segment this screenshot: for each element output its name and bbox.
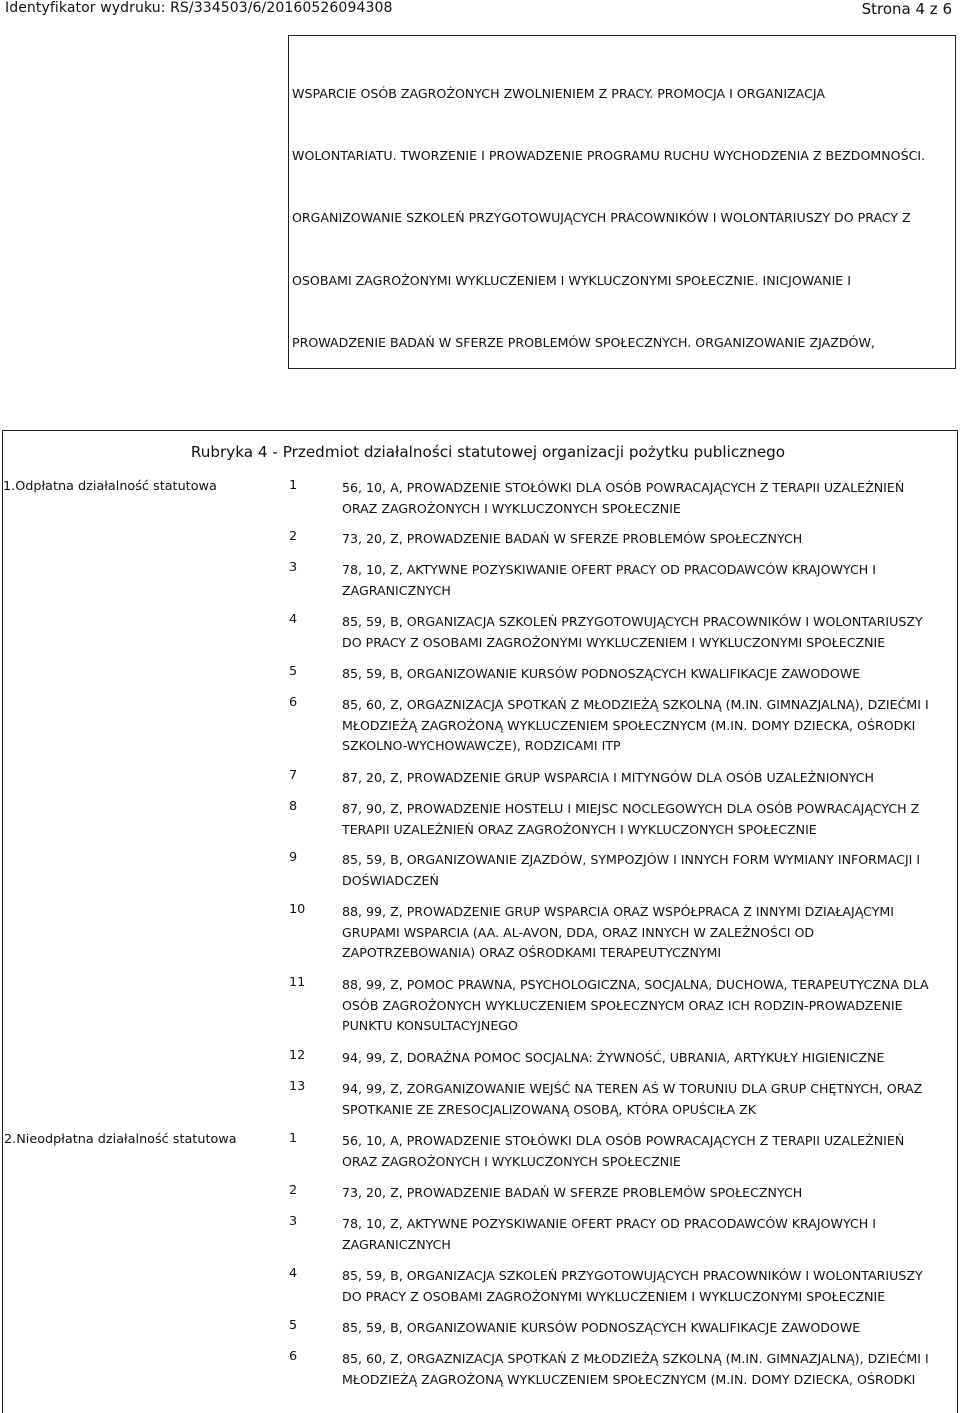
- text-line: PROWADZENIE BADAŃ W SFERZE PROBLEMÓW SPOŁECZNYCH. ORGANIZOWANIE ZJAZDÓW,: [292, 335, 875, 351]
- item-text: 85, 60, Z, ORGAZNIZACJA SPOTKAŃ Z MŁODZIEŻĄ SZKOLNĄ (M.IN. GIMNAZJALNĄ), DZIEĆMI I MŁODZIEŻĄ ZAGROŻONĄ WYKLUCZENIEM SPOŁECZNYCM (M.IN. DOMY DZIECKA, OŚRODKI SZKOLNO-WYCHOWAWCZE), RODZICAMI ITP: [342, 697, 929, 753]
- item-number: 4: [289, 1266, 298, 1281]
- section-title: Rubryka 4 - Przedmiot działalności statutowej organizacji pożytku publicznego: [190, 443, 786, 461]
- item-number: 6: [289, 695, 298, 710]
- item-text: 88, 99, Z, POMOC PRAWNA, PSYCHOLOGICZNA, SOCJALNA, DUCHOWA, TERAPEUTYCZNA DLA OSÓB ZAGROŻONYCH WYKLUCZENIEM SPOŁECZNYCM ORAZ ICH RODZIN-PROWADZENIE PUNKTU KONSULTACYJNEGO: [342, 977, 929, 1033]
- item-text: 85, 59, B, ORGANIZACJA SZKOLEŃ PRZYGOTOWUJĄCYCH PRACOWNIKÓW I WOLONTARIUSZY DO PRACY Z OSOBAMI ZAGROŻONYMI WYKLUCZENIEM I WYKLUCZONYMI SPOŁECZNIE: [342, 614, 923, 650]
- item-text: 73, 20, Z, PROWADZENIE BADAŃ W SFERZE PROBLEMÓW SPOŁECZNYCH: [342, 531, 803, 546]
- group-label-unpaid: [2, 1132, 237, 1413]
- text-line: WSPARCIE OSÓB ZAGROŻONYCH ZWOLNIENIEM Z PRACY. PROMOCJA I ORGANIZACJA: [292, 85, 825, 101]
- item-number: 8: [289, 799, 298, 814]
- item-number: 5: [289, 1318, 298, 1333]
- text-line: ORGANIZOWANIE SZKOLEŃ PRZYGOTOWUJĄCYCH PRACOWNIKÓW I WOLONTARIUSZY DO PRACY Z: [292, 210, 911, 226]
- item-text: 78, 10, Z, AKTYWNE POZYSKIWANIE OFERT PRACY OD PRACODAWCÓW KRAJOWYCH I ZAGRANICZNYCH: [342, 1216, 876, 1252]
- item-number: 3: [289, 1214, 298, 1229]
- print-identifier: Identyfikator wydruku: RS/334503/6/20160526094308: [5, 0, 393, 16]
- item-number: 5: [289, 664, 298, 679]
- item-number: 12: [289, 1048, 306, 1063]
- item-number: 4: [289, 612, 298, 627]
- item-number: 7: [289, 768, 298, 783]
- item-number: 6: [289, 1349, 298, 1364]
- statutory-goals-box: [288, 35, 956, 369]
- text-line: OSOBAMI ZAGROŻONYMI WYKLUCZENIEM I WYKLUCZONYMI SPOŁECZNIE. INICJOWANIE I: [292, 272, 851, 288]
- item-text: 85, 60, Z, ORGAZNIZACJA SPOTKAŃ Z MŁODZIEŻĄ SZKOLNĄ (M.IN. GIMNAZJALNĄ), DZIEĆMI I MŁODZIEŻĄ ZAGROŻONĄ WYKLUCZENIEM SPOŁECZNYCM (M.IN. DOMY DZIECKA, OŚRODKI: [342, 1351, 929, 1387]
- section-rubryka-4: [2, 430, 958, 1413]
- item-number: 13: [289, 1079, 306, 1094]
- item-text: 85, 59, B, ORGANIZACJA SZKOLEŃ PRZYGOTOWUJĄCYCH PRACOWNIKÓW I WOLONTARIUSZY DO PRACY Z OSOBAMI ZAGROŻONYMI WYKLUCZENIEM I WYKLUCZONYMI SPOŁECZNIE: [342, 1268, 923, 1304]
- page-number: Strona 4 z 6: [861, 0, 952, 18]
- item-text: 85, 59, B, ORGANIZOWANIE KURSÓW PODNOSZĄCYCH KWALIFIKACJE ZAWODOWE: [342, 666, 861, 681]
- item-text: 87, 90, Z, PROWADZENIE HOSTELU I MIEJSC NOCLEGOWYCH DLA OSÓB POWRACAJĄCYCH Z TERAPII UZALEŻNIEŃ ORAZ ZAGROŻONYCH I WYKLUCZONYCH SPOŁECZNIE: [342, 801, 920, 837]
- item-number: 1: [289, 1131, 298, 1146]
- item-number: 3: [289, 560, 298, 575]
- item-text: 73, 20, Z, PROWADZENIE BADAŃ W SFERZE PROBLEMÓW SPOŁECZNYCH: [342, 1185, 803, 1200]
- item-number: 11: [289, 975, 306, 990]
- item-number: 2: [289, 1183, 298, 1198]
- item-text: 94, 99, Z, ZORGANIZOWANIE WEJŚĆ NA TEREN AŚ W TORUNIU DLA GRUP CHĘTNYCH, ORAZ SPOTKANIE ZE ZRESOCJALIZOWANĄ OSOBĄ, KTÓRA OPUŚCIŁA ZK: [342, 1081, 923, 1117]
- item-text: 87, 20, Z, PROWADZENIE GRUP WSPARCIA I MITYNGÓW DLA OSÓB UZALEŻNIONYCH: [342, 770, 875, 785]
- item-text: 56, 10, A, PROWADZENIE STOŁÓWKI DLA OSÓB POWRACAJĄCYCH Z TERAPII UZALEŻNIEŃ ORAZ ZAGROŻONYCH I WYKLUCZONYCH SPOŁECZNIE: [342, 480, 905, 516]
- item-text: 88, 99, Z, PROWADZENIE GRUP WSPARCIA ORAZ WSPÓŁPRACA Z INNYMI DZIAŁAJĄCYMI GRUPAMI WSPARCIA (AA. AL-AVON, DDA, ORAZ INNYCH W ZALEŻNOŚCI OD ZAPOTRZEBOWANIA) ORAZ OŚRODKAMI TERAPEUTYCZNYMI: [342, 904, 894, 960]
- group-label-paid: 1.Odpłatna działalność statutowa: [3, 479, 217, 494]
- item-text: 85, 59, B, ORGANIZOWANIE ZJAZDÓW, SYMPOZJÓW I INNYCH FORM WYMIANY INFORMACJI I DOŚWIADCZEŃ: [342, 852, 921, 888]
- item-text: 94, 99, Z, DORAŹNA POMOC SOCJALNA: ŻYWNOŚĆ, UBRANIA, ARTYKUŁY HIGIENICZNE: [342, 1050, 885, 1065]
- item-text: 78, 10, Z, AKTYWNE POZYSKIWANIE OFERT PRACY OD PRACODAWCÓW KRAJOWYCH I ZAGRANICZNYCH: [342, 562, 876, 598]
- group-label-text: 2.Nieodpłatna działalność statutowa: [4, 1132, 237, 1147]
- item-number: 2: [289, 529, 298, 544]
- item-number: 1: [289, 478, 298, 493]
- item-text: 85, 59, B, ORGANIZOWANIE KURSÓW PODNOSZĄCYCH KWALIFIKACJE ZAWODOWE: [342, 1320, 861, 1335]
- item-text: 56, 10, A, PROWADZENIE STOŁÓWKI DLA OSÓB POWRACAJĄCYCH Z TERAPII UZALEŻNIEŃ ORAZ ZAGROŻONYCH I WYKLUCZONYCH SPOŁECZNIE: [342, 1133, 905, 1169]
- print-header: [0, 0, 960, 18]
- item-number: 9: [289, 850, 298, 865]
- item-number: 10: [289, 902, 306, 917]
- text-line: WOLONTARIATU. TWORZENIE I PROWADZENIE PROGRAMU RUCHU WYCHODZENIA Z BEZDOMNOŚCI.: [292, 147, 926, 163]
